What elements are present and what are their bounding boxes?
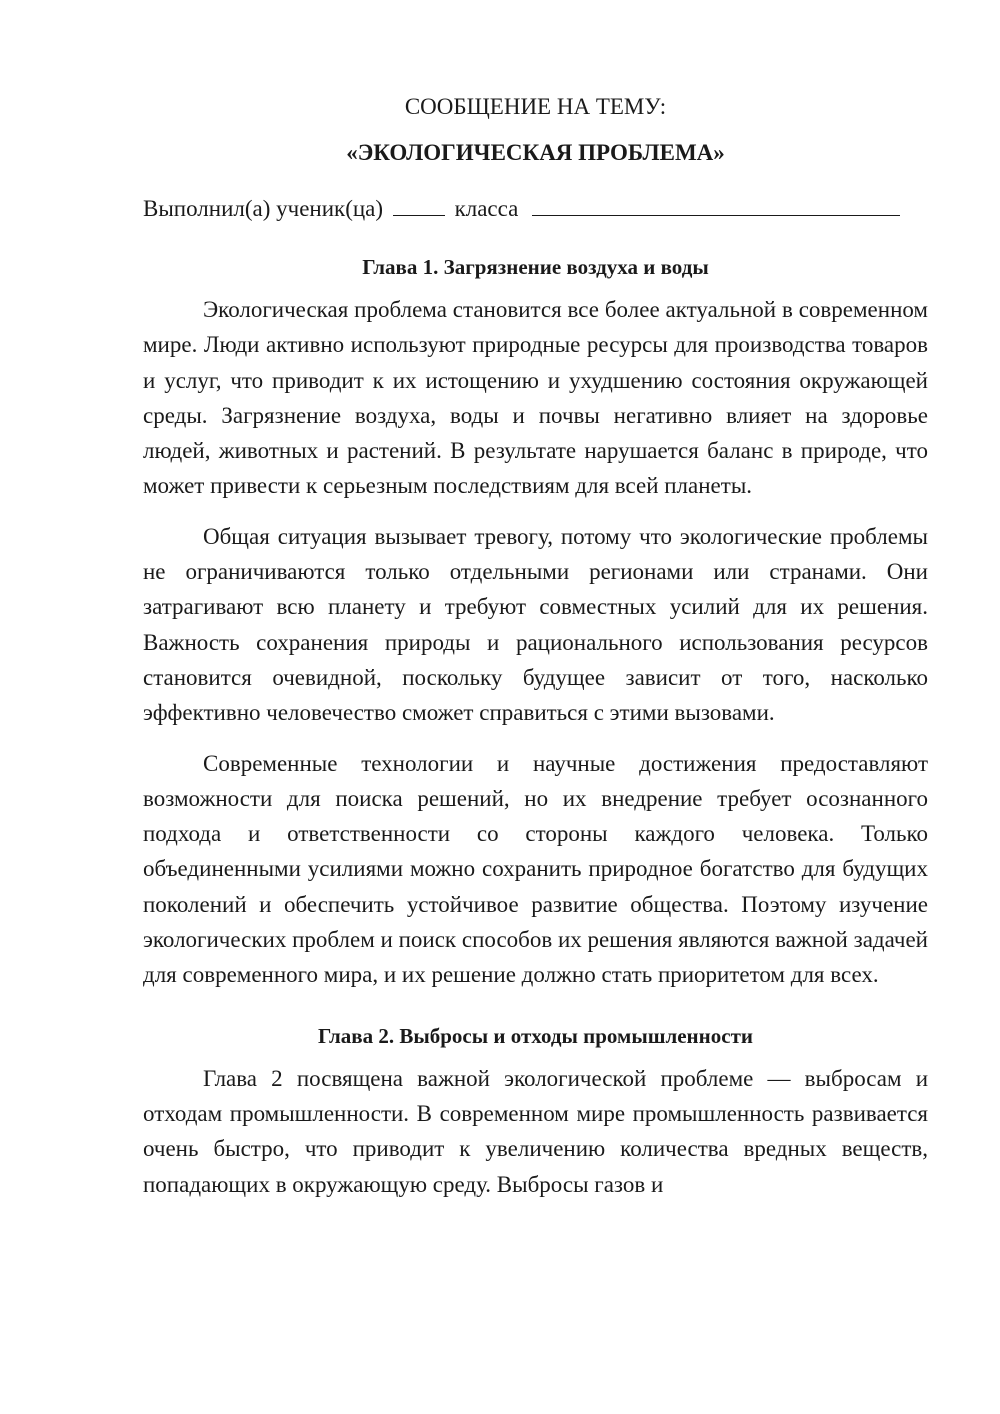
document-title-line1: СООБЩЕНИЕ НА ТЕМУ: <box>404 94 667 119</box>
document-title: «ЭКОЛОГИЧЕСКАЯ ПРОБЛЕМА» <box>346 140 725 165</box>
document-page <box>143 92 928 1217</box>
author-prefix: Выполнил(а) ученик(ца) <box>143 196 384 221</box>
chapter1-paragraph: Общая ситуация вызывает тревогу, потому что экологические проблемы не ограничиваются только отдельными регионами или странами. Они затрагивают всю планету и требуют совместных усилий для их решения. Важность сохранения природы и рационального использования ресурсов становится очевидной, поскольку будущее зависит от того, насколько эффективно человечество сможет справиться с этими вызовами. <box>143 523 928 726</box>
author-line <box>143 194 928 224</box>
name-blank <box>532 195 900 216</box>
chapter1-heading: Глава 1. Загрязнение воздуха и воды <box>362 255 709 279</box>
grade-blank <box>393 195 445 216</box>
chapter1-paragraph: Современные технологии и научные достижения предоставляют возможности для поиска решений, но их внедрение требует осознанного подхода и ответственности со стороны каждого человека. Только объединенными усилиями можно сохранить природное богатство для будущих поколений и обеспечить устойчивое развитие общества. Поэтому изучение экологических проблем и поиск способов их решения являются важной задачей для современного мира, и их решение должно стать приоритетом для всех. <box>143 750 928 988</box>
chapter2-paragraph: Глава 2 посвящена важной экологической проблеме — выбросам и отходам промышленности. В современном мире промышленность развивается очень быстро, что приводит к увеличению количества вредных веществ, попадающих в окружающую среду. Выбросы газов и <box>143 1065 928 1197</box>
chapter2-heading: Глава 2. Выбросы и отходы промышленности <box>317 1023 753 1048</box>
class-label: класса <box>454 196 519 221</box>
chapter1-paragraph: Экологическая проблема становится все более актуальной в современном мире. Люди активно используют природные ресурсы для производства товаров и услуг, что приводит к их истощению и ухудшению состояния окружающей среды. Загрязнение воздуха, воды и почвы негативно влияет на здоровье людей, животных и растений. В результате нарушается баланс в природе, что может привести к серьезным последствиям для всей планеты. <box>143 297 928 499</box>
